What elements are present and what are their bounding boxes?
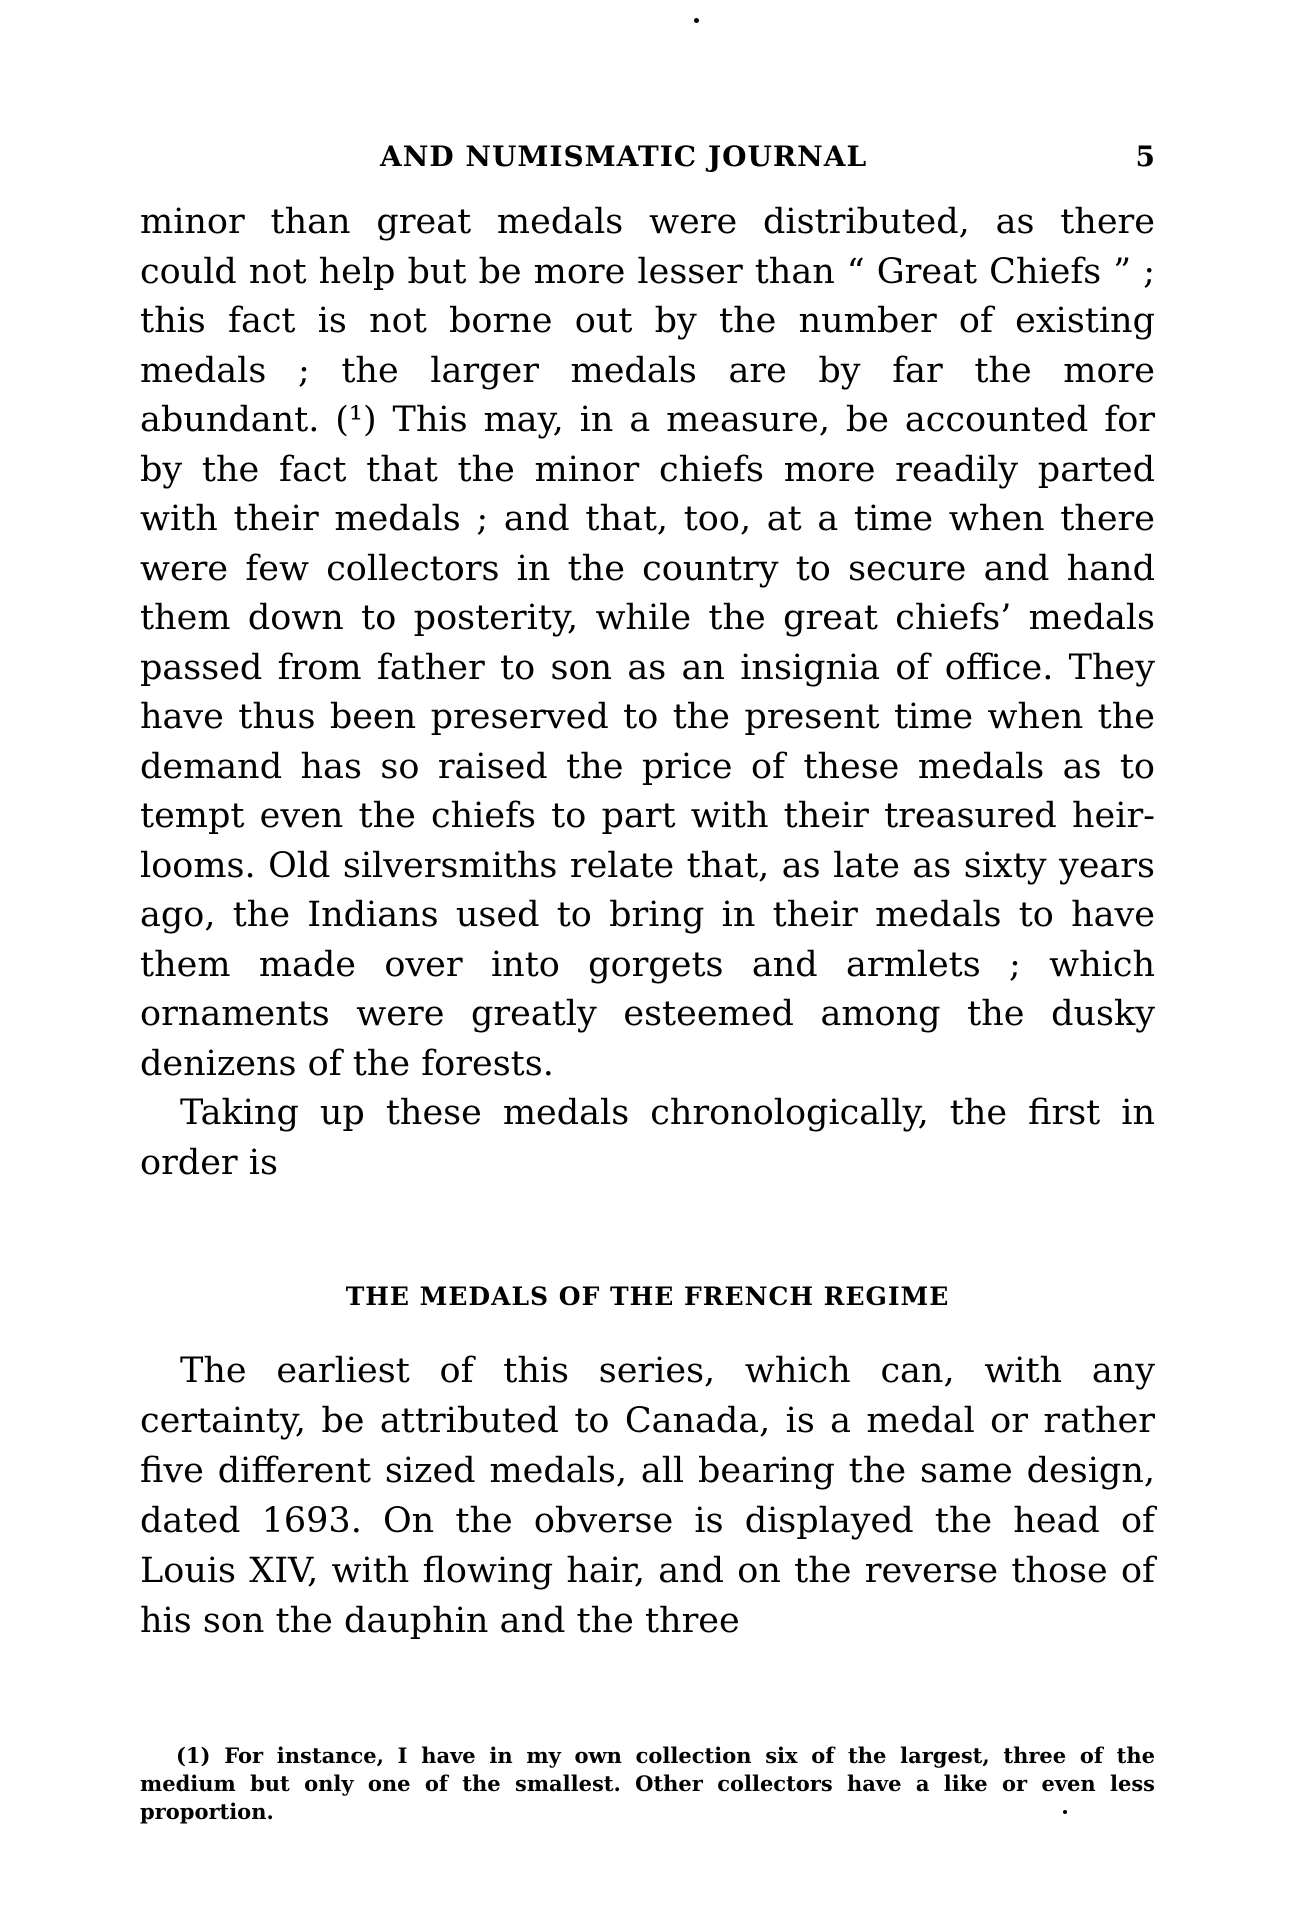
main-text xyxy=(140,198,1155,1188)
main-text-continued xyxy=(140,1346,1155,1646)
page-header xyxy=(140,140,1155,180)
section-heading: THE MEDALS OF THE FRENCH REGIME xyxy=(345,1282,950,1311)
print-speck xyxy=(1063,1810,1067,1814)
print-speck xyxy=(694,18,699,23)
page-number: 5 xyxy=(1135,140,1155,173)
paragraph: The earliest of this series, which can, with any certainty, be attributed to Canada, is a medal or rather five different sized medals, all bearing the same design, dated 1693. On the obverse is displayed the head of Louis XIV, with flowing hair, and on the reverse those of his son the dauphin and the three xyxy=(140,1351,1155,1641)
footnote: (1) For instance, I have in my own collection six of the largest, three of the medium but only one of the smallest. Other collectors have a like or even less proportion. xyxy=(140,1743,1155,1824)
paragraph: minor than great medals were distributed, as there could not help but be more lesser than “ Great Chiefs ” ; this fact is not borne out by the number of existing medals ; the larger medals are by far the more abundant. (¹) This may, in a measure, be accounted for by the fact that the minor chiefs more readily parted with their medals ; and that, too, at a time when there were few collectors in the country to secure and hand them down to posterity, while the great chiefs’ medals passed from father to son as an insignia of office. They have thus been preserved to the present time when the demand has so raised the price of these medals as to tempt even the chiefs to part with their treasured heir-looms. Old silversmiths relate that, as late as sixty years ago, the Indians used to bring in their medals to have them made over into gorgets and armlets ; which ornaments were greatly esteemed among the dusky denizens of the forests. xyxy=(140,202,1155,1084)
paragraph: Taking up these medals chronologically, the first in order is xyxy=(140,1093,1155,1183)
running-head: AND NUMISMATIC JOURNAL xyxy=(380,140,868,173)
